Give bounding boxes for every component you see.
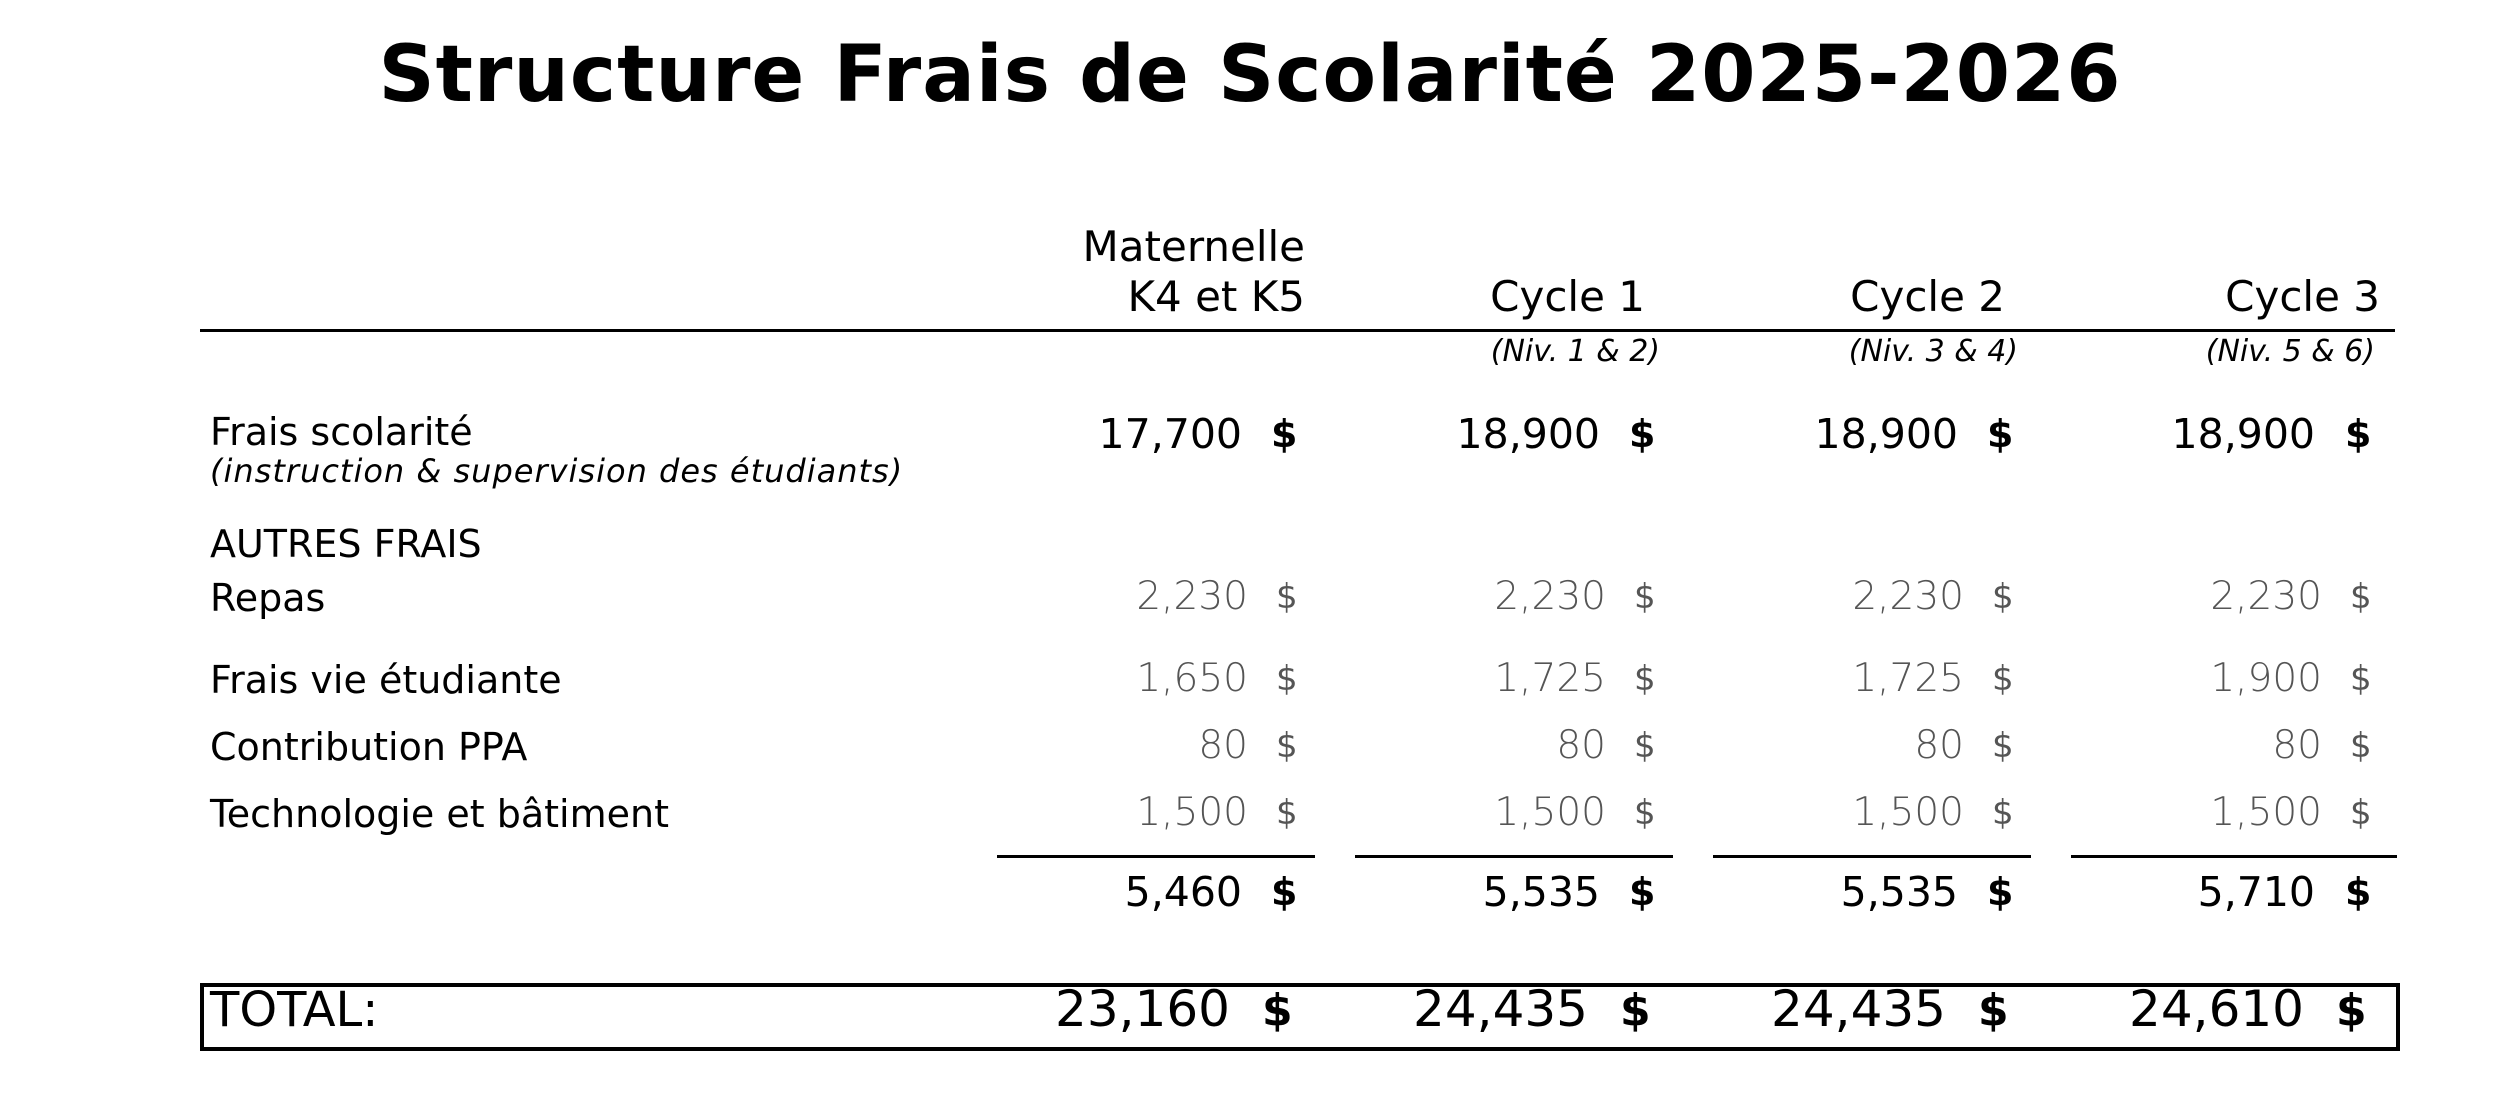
total-value-cycle-3: 24,610 bbox=[2129, 980, 2304, 1038]
fee-row-value: 80 bbox=[1914, 723, 1964, 768]
currency-symbol: $ bbox=[1978, 985, 2009, 1036]
column-header-line2: Cycle 3 bbox=[2225, 272, 2380, 321]
currency-symbol: $ bbox=[1634, 726, 1656, 766]
fee-row-value: 1,500 bbox=[2210, 790, 2322, 835]
currency-symbol: $ bbox=[1992, 793, 2014, 833]
column-header-cycle-2 bbox=[1850, 272, 2005, 322]
tuition-value-cycle-1: 18,900 bbox=[1456, 410, 1600, 458]
subtotal-value: 5,460 bbox=[1124, 868, 1242, 916]
total-value-cycle-2: 24,435 bbox=[1771, 980, 1946, 1038]
currency-symbol: $ bbox=[1629, 412, 1656, 456]
currency-symbol: $ bbox=[2350, 793, 2372, 833]
page-title: Structure Frais de Scolarité 2025-2026 bbox=[378, 30, 2122, 120]
total-value-cycle-1: 24,435 bbox=[1413, 980, 1588, 1038]
currency-symbol: $ bbox=[1620, 985, 1651, 1036]
subtotal-rule bbox=[1355, 855, 1673, 858]
fee-row-label: Frais vie étudiante bbox=[210, 658, 562, 702]
currency-symbol: $ bbox=[1992, 577, 2014, 617]
currency-symbol: $ bbox=[1992, 726, 2014, 766]
fee-row-value: 1,725 bbox=[1852, 656, 1964, 701]
fee-row-value: 1,500 bbox=[1136, 790, 1248, 835]
currency-symbol: $ bbox=[2345, 412, 2372, 456]
fee-row-value: 2,230 bbox=[2210, 574, 2322, 619]
currency-symbol: $ bbox=[1987, 870, 2014, 914]
fee-row-value: 1,650 bbox=[1136, 656, 1248, 701]
column-header-line2: Cycle 2 bbox=[1850, 272, 2005, 321]
currency-symbol: $ bbox=[1271, 870, 1298, 914]
column-header-line1: Maternelle bbox=[1082, 222, 1305, 271]
currency-symbol: $ bbox=[1634, 659, 1656, 699]
fee-row-value: 1,725 bbox=[1494, 656, 1606, 701]
tuition-sublabel: (instruction & supervision des étudiants) bbox=[210, 452, 904, 490]
currency-symbol: $ bbox=[1276, 577, 1298, 617]
column-sub-cycle-3: (Niv. 5 & 6) bbox=[2205, 334, 2375, 369]
fee-row-value: 1,500 bbox=[1852, 790, 1964, 835]
column-header-cycle-3 bbox=[2225, 272, 2380, 322]
fee-row-value: 2,230 bbox=[1136, 574, 1248, 619]
fee-row-value: 80 bbox=[1198, 723, 1248, 768]
fee-row-value: 80 bbox=[2272, 723, 2322, 768]
currency-symbol: $ bbox=[1629, 870, 1656, 914]
column-header-cycle-1 bbox=[1490, 272, 1645, 322]
total-value-maternelle: 23,160 bbox=[1055, 980, 1230, 1038]
currency-symbol: $ bbox=[2350, 726, 2372, 766]
subtotal-rule bbox=[1713, 855, 2031, 858]
currency-symbol: $ bbox=[1992, 659, 2014, 699]
subtotal-rule bbox=[997, 855, 1315, 858]
currency-symbol: $ bbox=[1634, 793, 1656, 833]
currency-symbol: $ bbox=[2350, 577, 2372, 617]
subtotal-value: 5,710 bbox=[2197, 868, 2315, 916]
header-rule bbox=[200, 329, 2395, 332]
currency-symbol: $ bbox=[1634, 577, 1656, 617]
fee-row-value: 2,230 bbox=[1494, 574, 1606, 619]
total-row-box bbox=[200, 983, 2400, 1051]
currency-symbol: $ bbox=[1276, 793, 1298, 833]
column-sub-cycle-1: (Niv. 1 & 2) bbox=[1490, 334, 1660, 369]
column-header-line2: Cycle 1 bbox=[1490, 272, 1645, 321]
other-fees-heading: AUTRES FRAIS bbox=[210, 522, 482, 566]
column-sub-cycle-2: (Niv. 3 & 4) bbox=[1848, 334, 2018, 369]
tuition-value-cycle-3: 18,900 bbox=[2171, 410, 2315, 458]
fee-row-value: 2,230 bbox=[1852, 574, 1964, 619]
column-header-maternelle bbox=[1083, 222, 1305, 322]
currency-symbol: $ bbox=[1987, 412, 2014, 456]
currency-symbol: $ bbox=[1276, 726, 1298, 766]
currency-symbol: $ bbox=[1271, 412, 1298, 456]
currency-symbol: $ bbox=[2336, 985, 2367, 1036]
fee-row-value: 80 bbox=[1556, 723, 1606, 768]
fee-row-label: Technologie et bâtiment bbox=[210, 792, 669, 836]
fee-row-label: Repas bbox=[210, 576, 326, 620]
currency-symbol: $ bbox=[2345, 870, 2372, 914]
column-header-line2: K4 et K5 bbox=[1127, 272, 1305, 321]
currency-symbol: $ bbox=[2350, 659, 2372, 699]
tuition-label: Frais scolarité bbox=[210, 410, 473, 454]
fee-row-value: 1,500 bbox=[1494, 790, 1606, 835]
subtotal-rule bbox=[2071, 855, 2397, 858]
currency-symbol: $ bbox=[1262, 985, 1293, 1036]
tuition-value-maternelle: 17,700 bbox=[1098, 410, 1242, 458]
subtotal-value: 5,535 bbox=[1482, 868, 1600, 916]
total-label: TOTAL: bbox=[210, 982, 379, 1038]
subtotal-value: 5,535 bbox=[1840, 868, 1958, 916]
tuition-value-cycle-2: 18,900 bbox=[1814, 410, 1958, 458]
fee-row-label: Contribution PPA bbox=[210, 725, 528, 769]
fee-row-value: 1,900 bbox=[2210, 656, 2322, 701]
currency-symbol: $ bbox=[1276, 659, 1298, 699]
